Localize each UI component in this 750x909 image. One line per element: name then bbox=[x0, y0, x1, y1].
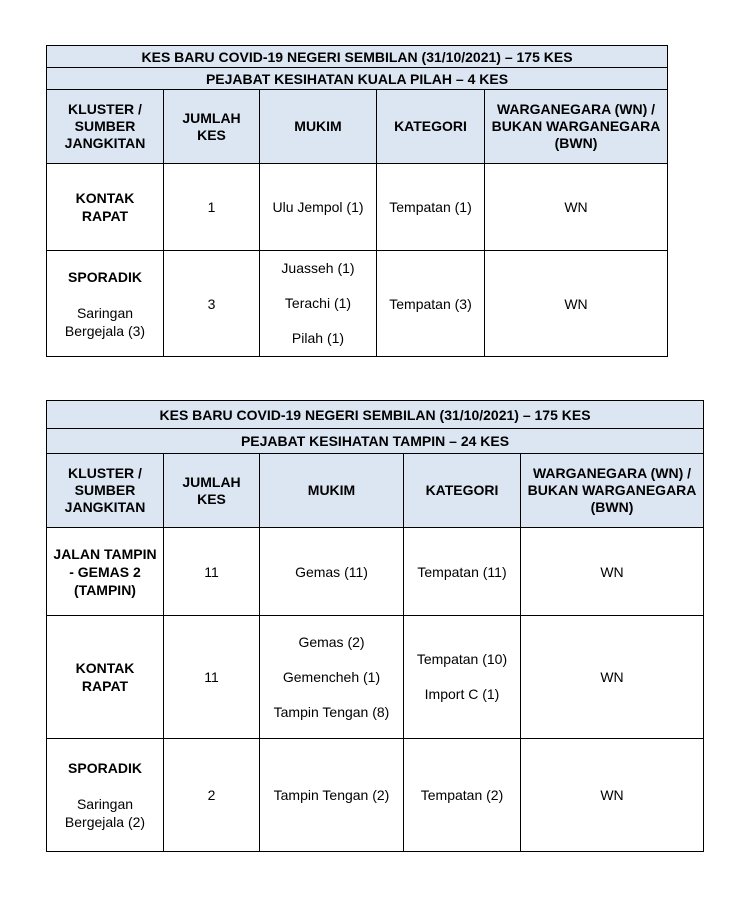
header-kategori: KATEGORI bbox=[404, 454, 521, 528]
kluster-cell bbox=[47, 616, 164, 739]
jumlah-cell: 3 bbox=[164, 251, 260, 357]
table-subtitle: PEJABAT KESIHATAN TAMPIN – 24 KES bbox=[47, 429, 704, 454]
mukim-cell bbox=[260, 251, 377, 357]
kluster-name: SPORADIK bbox=[68, 760, 142, 776]
kategori-entry: Import C (1) bbox=[424, 686, 500, 702]
kategori-cell: Tempatan (11) bbox=[404, 528, 521, 616]
table-subtitle: PEJABAT KESIHATAN KUALA PILAH – 4 KES bbox=[47, 68, 668, 90]
wn-cell: WN bbox=[521, 739, 704, 852]
tampin-case-table bbox=[46, 400, 704, 852]
mukim-cell: Gemas (11) bbox=[260, 528, 404, 616]
header-mukim: MUKIM bbox=[260, 454, 404, 528]
wn-cell: WN bbox=[485, 251, 668, 357]
kluster-sub: Saringan Bergejala (2) bbox=[64, 796, 146, 830]
kluster-sub: Saringan Bergejala (3) bbox=[64, 304, 146, 339]
mukim-entry: Juasseh (1) bbox=[281, 260, 355, 276]
table-title: KES BARU COVID-19 NEGERI SEMBILAN (31/10/2021) – 175 KES bbox=[47, 46, 668, 68]
header-kluster: KLUSTER / SUMBER JANGKITAN bbox=[47, 90, 164, 164]
table-row bbox=[47, 739, 704, 852]
kluster-name: KONTAK RAPAT bbox=[75, 660, 135, 694]
header-kluster: KLUSTER / SUMBER JANGKITAN bbox=[47, 454, 164, 528]
mukim-entry: Gemencheh (1) bbox=[282, 668, 381, 685]
kluster-cell bbox=[47, 251, 164, 357]
kategori-cell: Tempatan (1) bbox=[377, 164, 485, 251]
table-row bbox=[47, 528, 704, 616]
header-jumlah: JUMLAH KES bbox=[164, 454, 260, 528]
header-mukim: MUKIM bbox=[260, 90, 377, 164]
mukim-cell: Ulu Jempol (1) bbox=[260, 164, 377, 251]
table-row bbox=[47, 616, 704, 739]
mukim-cell bbox=[260, 616, 404, 739]
header-warganegara: WARGANEGARA (WN) / BUKAN WARGANEGARA (BWN) bbox=[521, 454, 704, 528]
jumlah-cell: 1 bbox=[164, 164, 260, 251]
jumlah-cell: 11 bbox=[164, 528, 260, 616]
kategori-cell bbox=[404, 616, 521, 739]
kluster-cell bbox=[47, 528, 164, 616]
kluster-cell bbox=[47, 164, 164, 251]
table-row bbox=[47, 164, 668, 251]
header-jumlah: JUMLAH KES bbox=[164, 90, 260, 164]
mukim-cell: Tampin Tengan (2) bbox=[260, 739, 404, 852]
wn-cell: WN bbox=[521, 616, 704, 739]
wn-cell: WN bbox=[521, 528, 704, 616]
mukim-entry: Gemas (2) bbox=[298, 633, 365, 650]
kluster-cell bbox=[47, 739, 164, 852]
mukim-entry: Terachi (1) bbox=[284, 295, 352, 311]
kategori-cell: Tempatan (3) bbox=[377, 251, 485, 357]
wn-cell: WN bbox=[485, 164, 668, 251]
kategori-cell: Tempatan (2) bbox=[404, 739, 521, 852]
jumlah-cell: 2 bbox=[164, 739, 260, 852]
kuala-pilah-case-table bbox=[46, 45, 668, 357]
table-title: KES BARU COVID-19 NEGERI SEMBILAN (31/10/2021) – 175 KES bbox=[47, 401, 704, 429]
kluster-name: SPORADIK bbox=[68, 268, 142, 285]
kluster-name: JALAN TAMPIN - GEMAS 2 (TAMPIN) bbox=[53, 545, 157, 598]
header-kategori: KATEGORI bbox=[377, 90, 485, 164]
kluster-name: KONTAK RAPAT bbox=[75, 190, 135, 224]
mukim-entry: Pilah (1) bbox=[291, 330, 345, 346]
jumlah-cell: 11 bbox=[164, 616, 260, 739]
table-row bbox=[47, 251, 668, 357]
mukim-entry: Tampin Tengan (8) bbox=[273, 703, 390, 720]
header-warganegara: WARGANEGARA (WN) / BUKAN WARGANEGARA (BWN) bbox=[485, 90, 668, 164]
kategori-entry: Tempatan (10) bbox=[416, 651, 508, 667]
